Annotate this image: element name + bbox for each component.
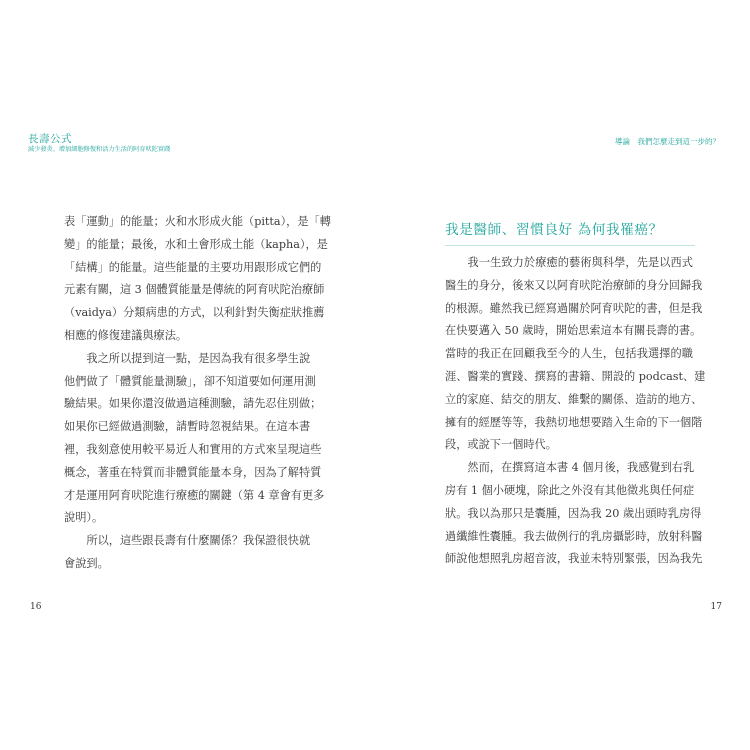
paragraph (445, 457, 703, 571)
text-line: 「結構」的能量。這些能量的主要功用跟形成它們的 (64, 260, 322, 274)
text-line: 我一生致力於療癒的藝術與科學，先是以西式 (445, 256, 693, 269)
text-line: 立的家庭、結交的朋友、維繫的關係、造訪的地方、 (445, 392, 703, 406)
text-line: 所以，這些跟長壽有什麼關係？我保證很快就 (64, 534, 311, 548)
right-page (375, 0, 750, 750)
text-line: 驗結果。如果你還沒做過這種測驗，請先忍住別做； (64, 397, 322, 411)
text-line: （vaidya）分類病患的方式，以利針對失衡症狀推薦 (64, 306, 325, 320)
paragraph (64, 211, 331, 348)
text-line: 房有 1 個小硬塊，除此之外沒有其他徵兆與任何症 (445, 483, 695, 497)
running-head-left (28, 133, 170, 154)
page-number-left: 16 (30, 602, 42, 612)
text-line: 說明）。 (64, 511, 104, 525)
paragraph (64, 348, 325, 530)
text-line: 才是運用阿育吠陀進行療癒的關鍵（第 4 章會有更多 (64, 488, 325, 502)
paragraph (64, 530, 311, 576)
text-line: 變」的能量；最後，水和土會形成土能（kapha），是 (64, 237, 328, 251)
book-title: 長壽公式 (28, 133, 72, 145)
text-line: 在快要邁入 50 歲時，開始思索這本有關長壽的書。 (445, 324, 702, 338)
text-line: 當時的我正在回顧我至今的人生，包括我選擇的職 (445, 347, 693, 361)
text-line: 會說到。 (64, 556, 109, 570)
text-line: 涯、醫業的實踐、撰寫的書籍、開設的 podcast、建 (445, 369, 706, 383)
text-line: 然而，在撰寫這本書 4 個月後，我感覺到右乳 (445, 461, 695, 475)
text-line: 表「運動」的能量；火和水形成火能（pitta），是「轉 (64, 215, 331, 228)
book-subtitle: 減少發炎、增加細胞修復和活力生活的阿育吠陀實踐 (28, 146, 171, 153)
text-line: 過纖維性囊腫。我去做例行的乳房攝影時，放射科醫 (445, 529, 703, 543)
text-line: 段，或說下一個時代。 (445, 438, 557, 452)
page-number-right: 17 (710, 602, 722, 612)
text-line: 元素有關，這 3 個體質能量是傳統的阿育吠陀治療師 (64, 283, 325, 297)
text-line: 醫生的身分，後來又以阿育吠陀治療師的身分回歸我 (445, 278, 703, 292)
text-line: 如果你已經做過測驗，請暫時忽視結果。在這本書 (64, 420, 311, 434)
text-line: 概念，著重在特質而非體質能量本身，因為了解特質 (64, 465, 322, 479)
running-head-right: 導論 我們怎麼走到這一步的？ (615, 137, 720, 146)
text-line: 的根源。雖然我已經寫過關於阿育吠陀的書，但是我 (445, 301, 703, 315)
text-line: 擁有的經歷等等，我熱切地想要踏入生命的下一個階 (445, 415, 703, 429)
text-line: 狀。我以為那只是囊腫，因為我 20 歲出頭時乳房得 (445, 506, 702, 520)
text-line: 他們做了「體質能量測驗」，卻不知道要如何運用測 (64, 374, 316, 388)
right-body-text (445, 252, 706, 571)
section-title: 我是醫師、習慣良好 為何我罹癌？ (445, 218, 695, 246)
text-line: 師說他想照乳房超音波，我並未特別緊張，因為我先 (445, 552, 703, 566)
left-body-text (64, 211, 331, 576)
paragraph (445, 252, 706, 457)
text-line: 相應的修復建議與療法。 (64, 328, 188, 342)
text-line: 裡，我刻意使用較平易近人和實用的方式來呈現這些 (64, 442, 322, 456)
text-line: 我之所以提到這一點，是因為我有很多學生說 (64, 351, 311, 365)
